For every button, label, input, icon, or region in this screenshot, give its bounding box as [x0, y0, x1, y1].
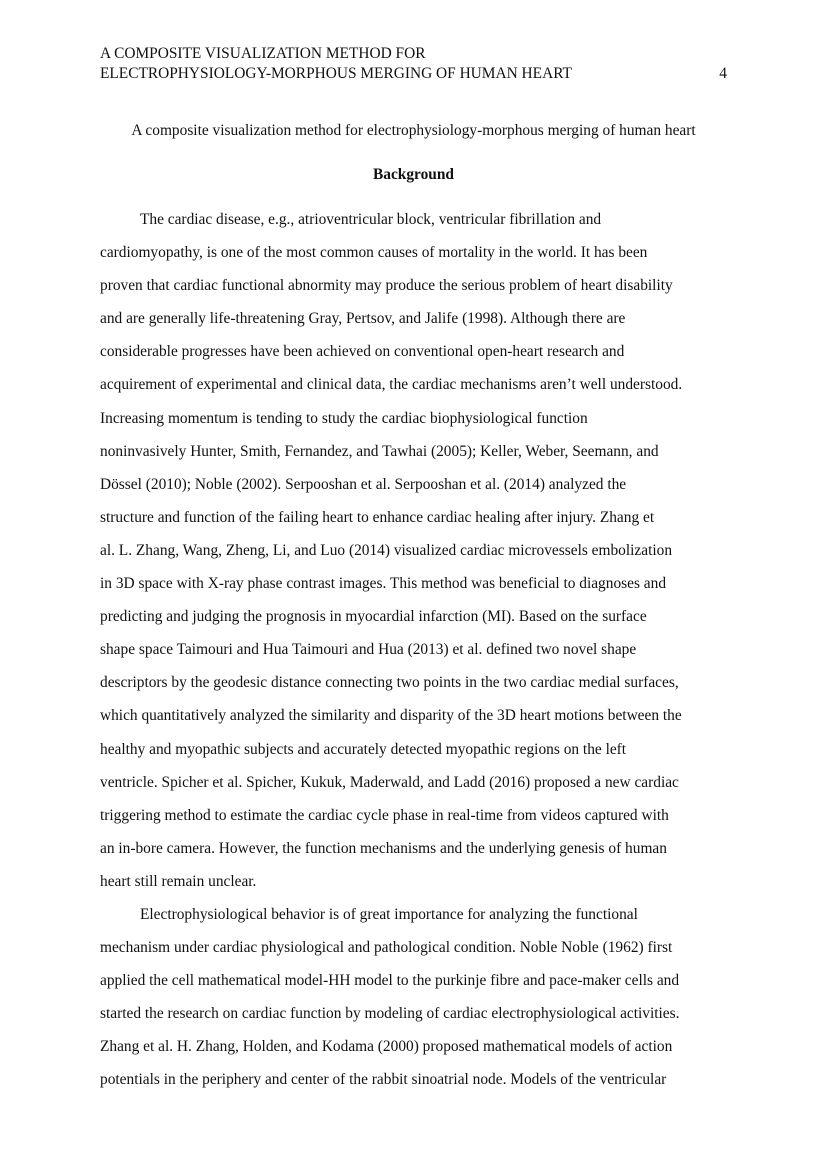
text-line: predicting and judging the prognosis in myocardial infarction (MI). Based on the surface [100, 608, 647, 626]
running-head-title [100, 44, 727, 84]
body-text [100, 207, 727, 1101]
text-line: started the research on cardiac function by modeling of cardiac electrophysiological activities. [100, 1005, 680, 1023]
text-line: Zhang et al. H. Zhang, Holden, and Kodama (2000) proposed mathematical models of action [100, 1038, 673, 1056]
text-line: Dössel (2010); Noble (2002). Serpooshan et al. Serpooshan et al. (2014) analyzed the [100, 475, 627, 493]
running-head-line: ELECTROPHYSIOLOGY-MORPHOUS MERGING OF HUMAN HEART [100, 65, 572, 82]
text-line: triggering method to estimate the cardiac cycle phase in real-time from videos captured with [100, 806, 669, 824]
text-line: potentials in the periphery and center of the rabbit sinoatrial node. Models of the ventricular [100, 1071, 667, 1089]
text-line: in 3D space with X-ray phase contrast images. This method was beneficial to diagnoses and [100, 575, 667, 593]
text-line: applied the cell mathematical model-HH model to the purkinje fibre and pace-maker cells and [100, 972, 680, 990]
page-number: 4 [719, 65, 727, 82]
text-line: which quantitatively analyzed the similarity and disparity of the 3D heart motions between the [100, 707, 682, 725]
running-head-line: A COMPOSITE VISUALIZATION METHOD FOR [100, 45, 426, 62]
paper-title: A composite visualization method for electrophysiology-morphous merging of human heart [131, 122, 696, 139]
section-heading: Background [373, 166, 454, 183]
text-line: mechanism under cardiac physiological and pathological condition. Noble Noble (1962) first [100, 939, 673, 957]
paragraph [100, 902, 727, 1101]
text-line: shape space Taimouri and Hua Taimouri and Hua (2013) et al. defined two novel shape [100, 641, 637, 659]
text-line: acquirement of experimental and clinical data, the cardiac mechanisms aren’t well understood. [100, 376, 683, 394]
text-line: considerable progresses have been achieved on conventional open-heart research and [100, 343, 625, 361]
text-line: structure and function of the failing heart to enhance cardiac healing after injury. Zhang et [100, 508, 655, 526]
text-line: noninvasively Hunter, Smith, Fernandez, and Tawhai (2005); Keller, Weber, Seemann, and [100, 442, 659, 460]
text-line: heart still remain unclear. [100, 872, 257, 890]
text-line: descriptors by the geodesic distance connecting two points in the two cardiac medial surfaces, [100, 674, 679, 692]
text-line: ventricle. Spicher et al. Spicher, Kukuk, Maderwald, and Ladd (2016) proposed a new cardiac [100, 773, 679, 791]
text-line: al. L. Zhang, Wang, Zheng, Li, and Luo (2014) visualized cardiac microvessels embolization [100, 541, 673, 559]
text-line: Electrophysiological behavior is of great importance for analyzing the functional [140, 905, 638, 923]
text-line: healthy and myopathic subjects and accurately detected myopathic regions on the left [100, 740, 627, 758]
text-line: Increasing momentum is tending to study the cardiac biophysiological function [100, 409, 588, 427]
text-line: and are generally life-threatening Gray, Pertsov, and Jalife (1998). Although there are [100, 310, 626, 328]
paragraph [100, 207, 727, 902]
text-line: proven that cardiac functional abnormity may produce the serious problem of heart disability [100, 277, 673, 295]
text-line: an in-bore camera. However, the function mechanisms and the underlying genesis of human [100, 839, 667, 857]
text-line: cardiomyopathy, is one of the most common causes of mortality in the world. It has been [100, 244, 648, 262]
text-line: The cardiac disease, e.g., atrioventricular block, ventricular fibrillation and [140, 211, 602, 228]
